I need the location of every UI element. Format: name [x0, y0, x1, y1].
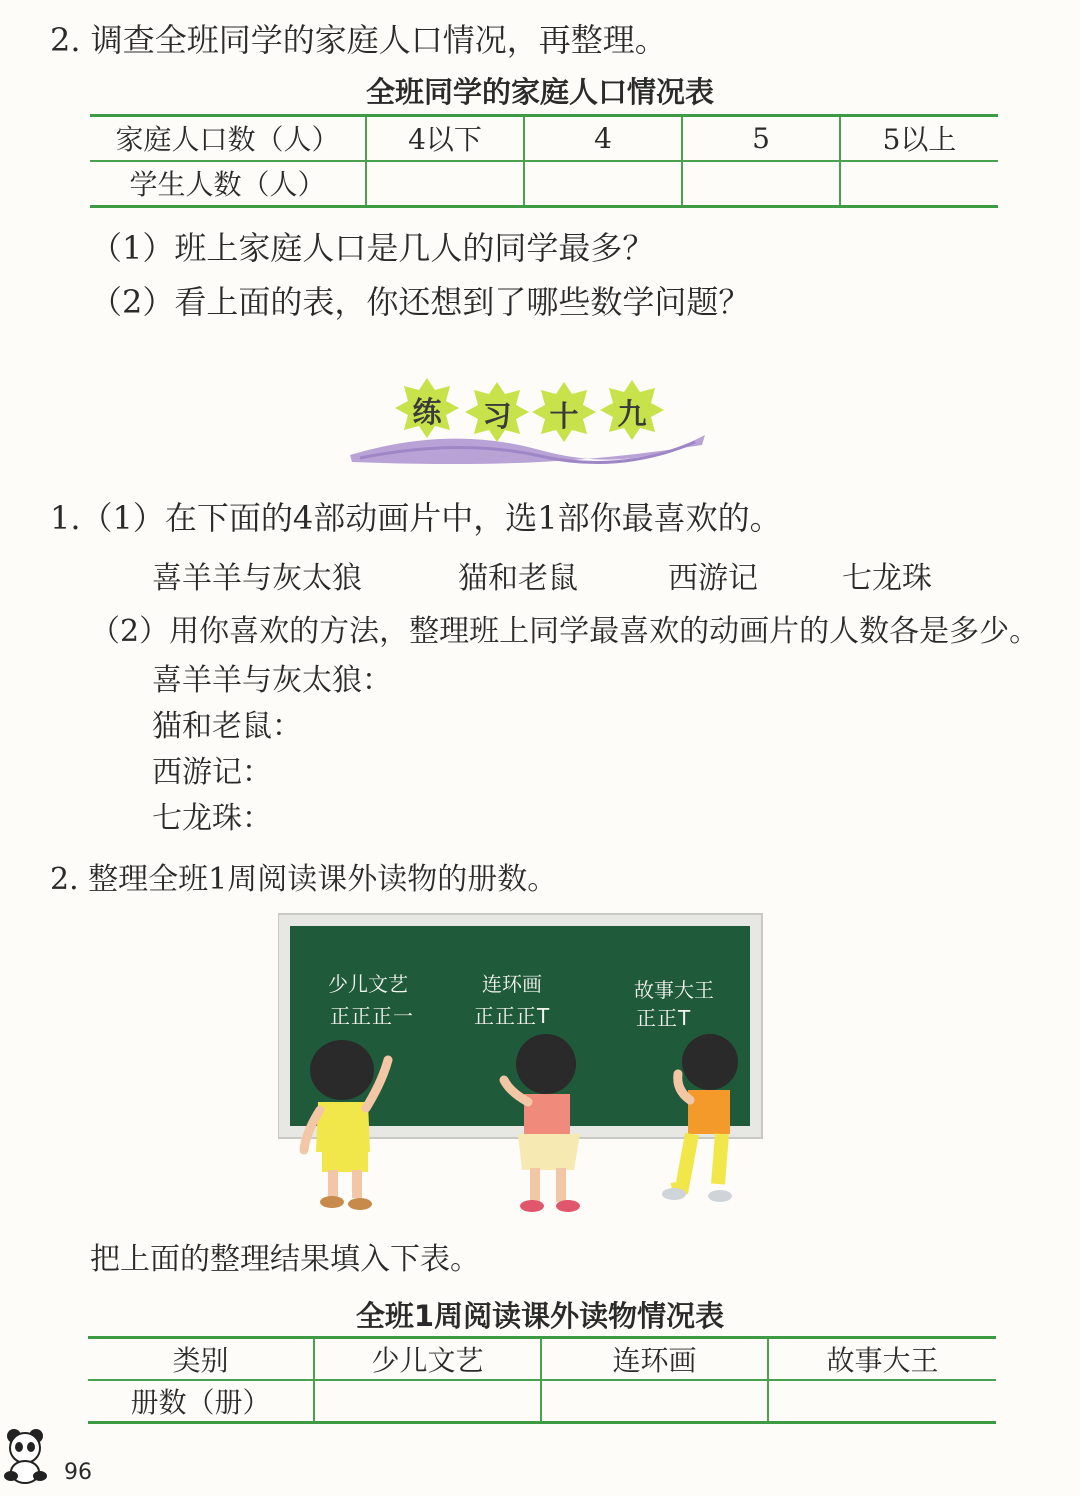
banner-char: 十 — [549, 399, 579, 433]
option-cartoon: 七龙珠 — [842, 561, 932, 596]
table-header-cell: 类别 — [88, 1338, 314, 1381]
answer-label: 猫和老鼠： — [152, 709, 302, 744]
sub-question-2: （2）看上面的表，你还想到了哪些数学问题？ — [90, 283, 751, 321]
board-tally: 正正T — [636, 1006, 692, 1030]
table-row-label: 册数（册） — [88, 1380, 314, 1423]
table-header-cell: 5 — [682, 116, 840, 161]
table-header-cell: 少儿文艺 — [314, 1338, 541, 1381]
table-empty-cell[interactable] — [524, 161, 682, 207]
classroom-scene — [278, 912, 764, 1234]
table-title-reading: 全班1周阅读课外读物情况表 — [355, 1299, 725, 1333]
answer-label: 七龙珠： — [152, 801, 272, 836]
answer-label: 西游记： — [152, 755, 272, 790]
banner-char: 习 — [482, 399, 512, 433]
exercise-1-sub2: （2）用你喜欢的方法，整理班上同学最喜欢的动画片的人数各是多少。 — [90, 614, 1040, 649]
page-number: 96 — [64, 1460, 92, 1485]
table-empty-cell[interactable] — [366, 161, 524, 207]
table-header-cell: 4 — [524, 116, 682, 161]
board-column-name: 连环画 — [482, 972, 542, 996]
exercise-1-question: 1.（1）在下面的4部动画片中，选1部你最喜欢的。 — [50, 499, 782, 537]
banner-char: 九 — [617, 397, 647, 431]
exercise-2-question: 2. 整理全班1周阅读课外读物的册数。 — [50, 862, 558, 897]
banner-char: 练 — [412, 395, 442, 429]
option-cartoon: 喜羊羊与灰太狼 — [152, 561, 362, 596]
instruction-text: 把上面的整理结果填入下表。 — [90, 1242, 480, 1277]
answer-label: 喜羊羊与灰太狼： — [152, 663, 392, 698]
blackboard-illustration — [278, 912, 764, 1234]
table-empty-cell[interactable] — [541, 1380, 768, 1423]
table-header-cell: 连环画 — [541, 1338, 768, 1381]
sub-question-1: （1）班上家庭人口是几人的同学最多？ — [90, 229, 655, 267]
question-2-text: 2. 调查全班同学的家庭人口情况，再整理。 — [50, 21, 667, 59]
panda-icon — [0, 1424, 58, 1486]
exercise-banner — [340, 370, 720, 480]
table-header-cell: 4以下 — [366, 116, 524, 161]
board-column-name: 故事大王 — [634, 978, 714, 1002]
option-cartoon: 猫和老鼠 — [458, 561, 578, 596]
table-empty-cell[interactable] — [768, 1380, 996, 1423]
table-empty-cell[interactable] — [840, 161, 998, 207]
board-tally: 正正正T — [474, 1004, 551, 1028]
table-header-cell: 5以上 — [840, 116, 998, 161]
reading-books-table — [88, 1336, 996, 1424]
table-title-family: 全班同学的家庭人口情况表 — [365, 75, 714, 109]
board-column-name: 少儿文艺 — [328, 972, 408, 996]
table-header-cell: 家庭人口数（人） — [90, 116, 366, 161]
table-row-label: 学生人数（人） — [90, 161, 366, 207]
option-cartoon: 西游记 — [668, 561, 758, 596]
table-header-cell: 故事大王 — [768, 1338, 996, 1381]
family-population-table — [90, 114, 998, 208]
board-tally: 正正正一 — [330, 1004, 414, 1028]
table-empty-cell[interactable] — [682, 161, 840, 207]
table-empty-cell[interactable] — [314, 1380, 541, 1423]
